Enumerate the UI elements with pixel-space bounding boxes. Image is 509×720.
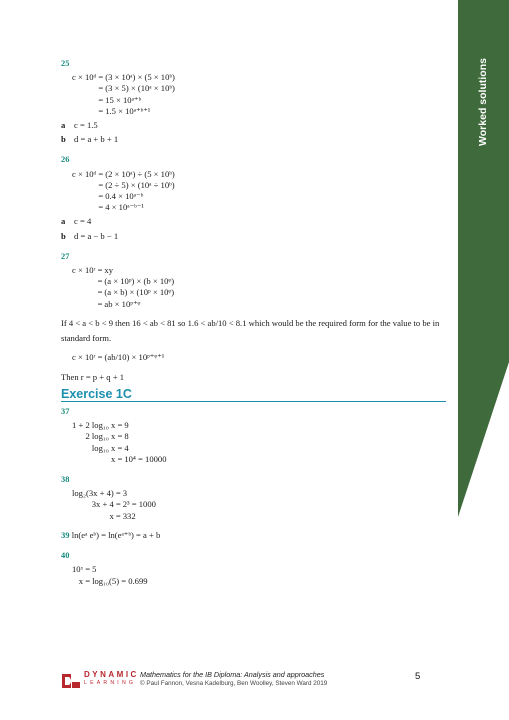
part-text: c = 1.5 — [74, 120, 98, 131]
equation-line — [72, 576, 148, 587]
equation-rhs: 10⁴ = 10000 — [124, 453, 167, 464]
equation-block — [72, 72, 175, 117]
equation: ln(eᵃ eᵇ) = ln(eᵃ⁺ᵇ) = a + b — [71, 529, 161, 540]
equation-lhs: = — [98, 83, 104, 94]
equation-lhs: c × 10ᵈ = — [72, 168, 104, 179]
equation-line — [72, 488, 156, 499]
question-39 — [61, 530, 446, 541]
equation-rhs: (a × 10ᵖ) × (b × 10ᵠ) — [104, 276, 175, 287]
equation-line — [72, 83, 175, 94]
part-label: a — [61, 216, 66, 227]
equation-lhs: c × 10ʳ = — [72, 265, 103, 276]
equation-rhs: 4 — [124, 442, 129, 453]
equation-rhs: (a × b) × (10ᵖ × 10ᵠ) — [104, 287, 175, 298]
answer-part-a — [61, 216, 446, 227]
equation-line — [72, 95, 175, 106]
equation-line — [72, 431, 167, 442]
equation-lhs: x = — [78, 575, 91, 586]
equation-line — [72, 72, 175, 83]
part-label: b — [61, 230, 66, 241]
sidebar-label: Worked solutions — [477, 58, 489, 146]
part-text: c = 4 — [74, 216, 92, 227]
answer-part-a — [61, 120, 446, 131]
part-label: a — [61, 120, 66, 131]
equation-block — [72, 420, 167, 465]
equation-rhs: ab × 10ᵖ⁺ᵠ — [104, 298, 141, 309]
question-number: 26 — [61, 155, 70, 165]
equation-lhs: = — [97, 276, 103, 287]
question-number: 37 — [61, 407, 70, 417]
equation-rhs: 2³ = 1000 — [122, 499, 156, 510]
equation-rhs: (3 × 5) × (10ᵃ × 10ᵇ) — [105, 83, 175, 94]
equation-rhs: 5 — [92, 564, 97, 575]
equation-lhs: log₁₀ x = — [91, 442, 123, 453]
equation-lhs: 2 log₁₀ x = — [85, 431, 123, 442]
equation-rhs: log₁₀(5) = 0.699 — [92, 575, 148, 586]
equation-rhs: xy — [104, 265, 114, 276]
book-title: Mathematics for the IB Diploma: Analysis and approaches — [140, 670, 325, 679]
part-text: d = a + b + 1 — [74, 134, 119, 145]
worked-solutions-content — [61, 58, 446, 590]
answer-part-b — [61, 134, 446, 145]
equation-lhs: 10ˣ = — [72, 564, 91, 575]
equation-line — [72, 443, 167, 454]
equation-rhs: 0.4 × 10ᵃ⁻ᵇ — [105, 191, 144, 202]
equation-line — [72, 180, 175, 191]
equation-line — [72, 106, 175, 117]
equation-lhs: 3x + 4 = — [91, 499, 121, 510]
part-text: d = a − b − 1 — [74, 230, 119, 241]
equation-line — [72, 265, 174, 276]
equation-rhs: 1.5 × 10ᵃ⁺ᵇ⁺¹ — [105, 105, 151, 116]
equation-line — [72, 202, 175, 213]
equation-rhs: 3 — [122, 488, 128, 499]
page-number: 5 — [415, 671, 421, 682]
equation-lhs: x = — [111, 453, 123, 464]
conclusion: Then r = p + q + 1 — [61, 371, 124, 382]
equation-line — [72, 499, 156, 510]
equation-rhs: 9 — [124, 420, 129, 431]
equation-lhs: = — [98, 179, 104, 190]
logo-text-dynamic: DYNAMIC — [84, 670, 139, 679]
equation-rhs: 8 — [124, 431, 129, 442]
equation-block — [72, 169, 175, 214]
equation-line — [72, 169, 175, 180]
equation-rhs: (3 × 10ᵃ) × (5 × 10ᵇ) — [105, 72, 175, 83]
equation-lhs: = — [98, 94, 104, 105]
equation-lhs: = — [97, 287, 103, 298]
equation-lhs: = — [98, 105, 104, 116]
question-number: 40 — [61, 551, 70, 561]
equation-lhs: x = — [109, 510, 121, 521]
equation-line — [72, 276, 174, 287]
equation-lhs: = — [98, 191, 104, 202]
equation-line — [72, 191, 175, 202]
equation-line — [72, 511, 156, 522]
question-number: 25 — [61, 59, 70, 68]
explanation-paragraph: If 4 < a < b < 9 then 16 < ab < 81 so 1.6 < ab/10 < 8.1 which would be the required form for the value to be in standard form. — [61, 317, 440, 343]
question-number: 38 — [61, 475, 70, 485]
equation-lhs: 1 + 2 log₁₀ x = — [72, 420, 123, 431]
equation-line — [72, 299, 174, 310]
logo-text-learning: LEARNING — [84, 680, 137, 686]
question-number: 39 — [61, 529, 70, 540]
equation-line — [72, 454, 167, 465]
equation-line — [72, 287, 174, 298]
equation: c × 10ʳ = (ab/10) × 10ᵖ⁺ᵠ⁺¹ — [72, 351, 165, 362]
dynamic-learning-logo-icon — [62, 672, 80, 690]
equation-line — [72, 564, 148, 575]
equation-rhs: 4 × 10ᵃ⁻ᵇ⁻¹ — [105, 202, 144, 213]
book-authors: © Paul Fannon, Vesna Kadelburg, Ben Woolley, Steven Ward 2019 — [140, 680, 328, 687]
equation-lhs: = — [97, 298, 103, 309]
question-number: 27 — [61, 251, 70, 261]
exercise-heading: Exercise 1C — [61, 389, 446, 402]
equation-rhs: (2 × 10ᵃ) ÷ (5 × 10ᵇ) — [105, 168, 175, 179]
part-label: b — [61, 134, 66, 145]
equation-block — [72, 564, 148, 586]
equation-rhs: (2 ÷ 5) × (10ᵃ ÷ 10ᵇ) — [105, 179, 175, 190]
equation-lhs: log₂(3x + 4) = — [72, 488, 121, 499]
answer-part-b — [61, 231, 446, 242]
equation-block — [72, 488, 156, 522]
equation-lhs: = — [98, 202, 104, 213]
equation-lhs: c × 10ᵈ = — [72, 72, 104, 83]
equation-block — [72, 265, 174, 310]
equation-line — [72, 420, 167, 431]
equation-rhs: 332 — [122, 510, 136, 521]
equation-rhs: 15 × 10ᵃ⁺ᵇ — [105, 94, 142, 105]
